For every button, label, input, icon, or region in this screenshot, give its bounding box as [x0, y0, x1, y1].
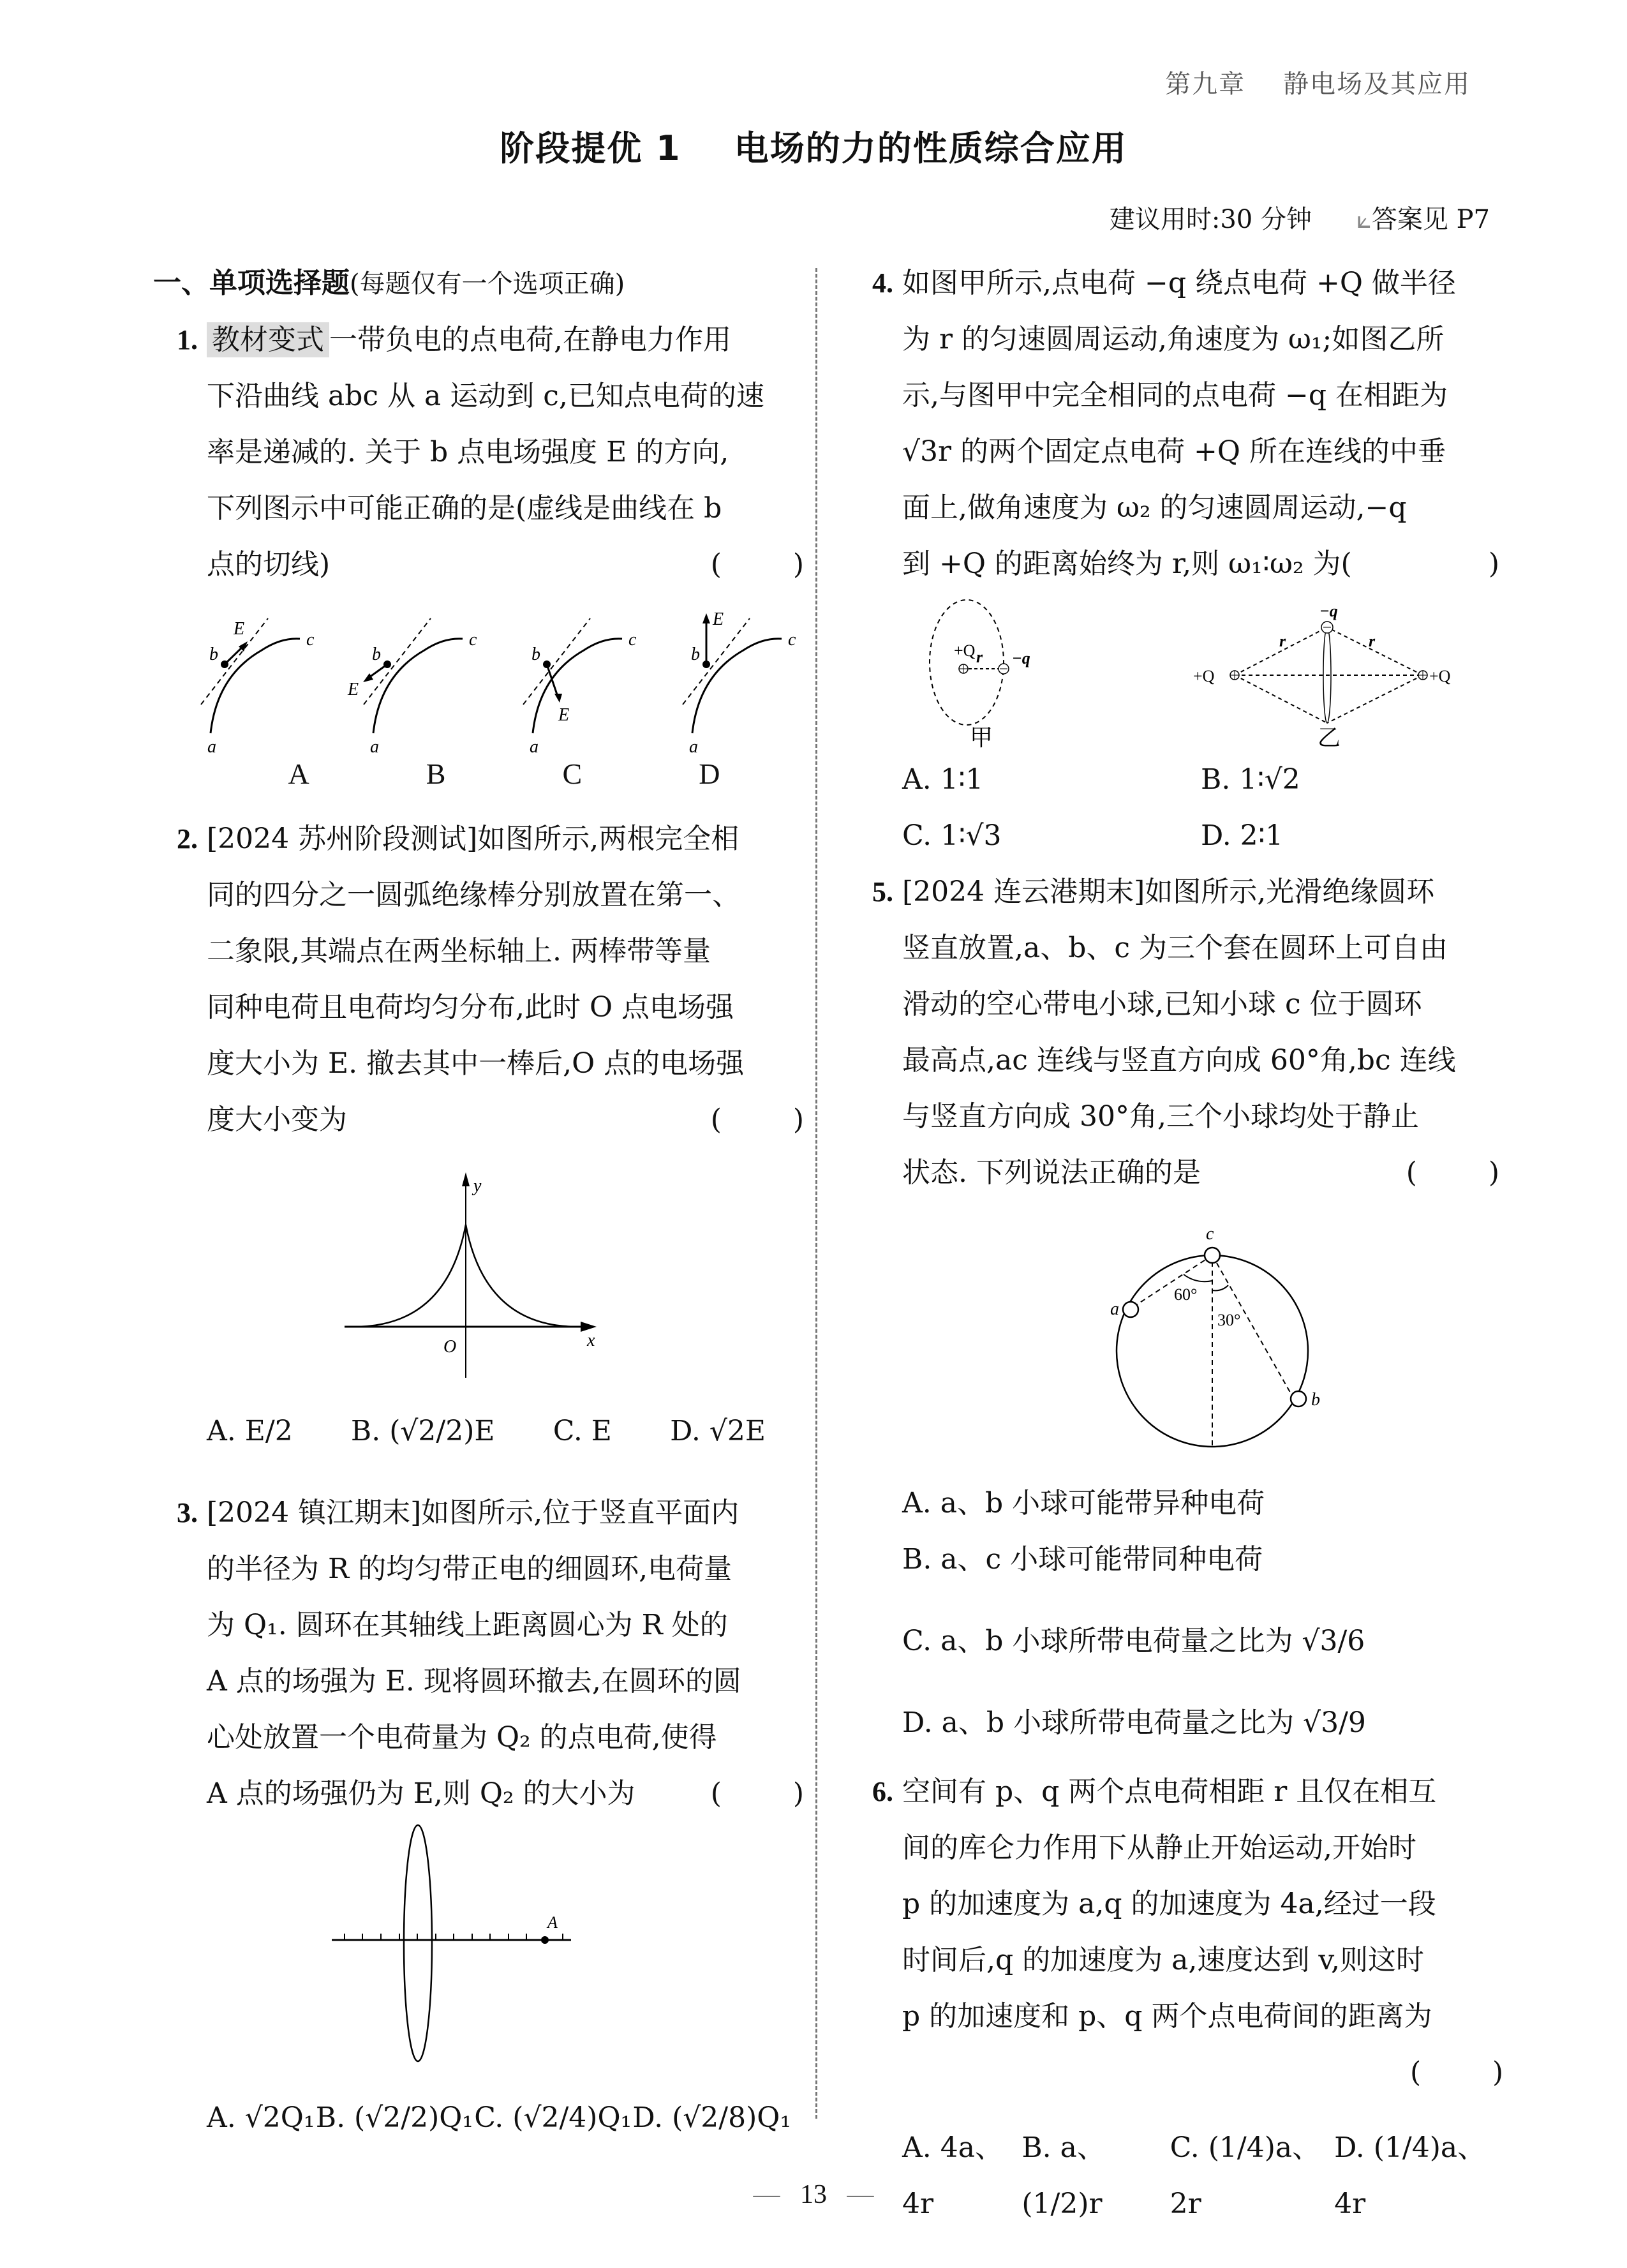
point-label: A [547, 1913, 558, 1932]
q2-option-b[interactable]: B. (√2/2)E [350, 1415, 495, 1447]
svg-text:b: b [209, 645, 218, 664]
svg-text:a: a [1110, 1299, 1119, 1319]
q5-figure [1078, 1207, 1346, 1463]
svg-text:+Q: +Q [954, 641, 976, 660]
svg-text:E: E [713, 609, 724, 629]
svg-text:c: c [788, 630, 796, 650]
q1-diagram-b [347, 618, 477, 757]
answer-blank[interactable]: ( ) [1410, 2056, 1504, 2089]
svg-text:−q: −q [1319, 602, 1338, 620]
svg-text:60°: 60° [1174, 1285, 1198, 1304]
q1-figure [172, 599, 810, 757]
variant-tag: 教材变式 [207, 322, 329, 357]
q2-option-d[interactable]: D. √2E [670, 1415, 766, 1447]
q3-option-b[interactable]: B. (√2/2)Q₁ [315, 2101, 473, 2134]
svg-text:乙: 乙 [1318, 725, 1341, 750]
svg-text:c: c [1206, 1224, 1214, 1244]
q4-options [849, 752, 1499, 864]
question-6: 6. 空间有 p、q 两个点电荷相距 r 且仅在相互 间的库仑力作用下从静止开始运动,开始时 p 的加速度为 a,q 的加速度为 4a,经过一段 时间后,q 的加速度为 a,速度达到 v,则这时 p 的加速度和 p、q 两个点电荷间的距离为 ( ) [849, 1764, 1499, 2101]
column-divider [815, 268, 817, 2119]
svg-text:E: E [558, 705, 570, 725]
q3-option-a[interactable]: A. √2Q₁ [207, 2101, 315, 2134]
q2-option-a[interactable]: A. E/2 [207, 1415, 293, 1447]
svg-text:b: b [531, 645, 540, 664]
q1-option-labels [153, 746, 804, 802]
q3-option-c[interactable]: C. (√2/4)Q₁ [474, 2101, 632, 2134]
q1-option-d[interactable]: D [699, 757, 720, 790]
q2-option-c[interactable]: C. E [553, 1415, 612, 1447]
source-tag: [2024 镇江期末] [207, 1496, 422, 1529]
svg-text:30°: 30° [1217, 1311, 1241, 1329]
svg-text:b: b [372, 645, 381, 664]
q6-option-a[interactable]: A. 4a、4r [902, 2131, 1003, 2220]
q2-options [153, 1403, 804, 1459]
corner-arrow-icon: ⟀ [1356, 205, 1372, 234]
question-4: 4. 如图甲所示,点电荷 −q 绕点电荷 +Q 做半径 为 r 的匀速圆周运动,角速度为 ω₁;如图乙所 示,与图甲中完全相同的点电荷 −q 在相距为 √3r 的两个固定点电荷 +Q 所在连线的中垂 面上,做角速度为 ω₂ 的匀速圆周运动,−q 到 +Q 的距离始终为 r,则 ω₁∶ω₂ 为( ) [849, 255, 1499, 592]
source-tag: [2024 苏州阶段测试] [207, 823, 478, 855]
q6-option-d[interactable]: D. (1/4)a、4r [1334, 2131, 1486, 2220]
question-2: 2. [2024 苏州阶段测试]如图所示,两根完全相 同的四分之一圆弧绝缘棒分别放置在第一、 二象限,其端点在两坐标轴上. 两棒带等量 同种电荷且电荷均匀分布,此时 O 点电场强 度大小为 E. 撤去其中一棒后,O 点的电场强 度大小变为 ( ) [153, 811, 804, 1148]
svg-text:a: a [207, 737, 216, 757]
answer-blank[interactable]: ( ) [1406, 1156, 1499, 1189]
q5-option-b[interactable]: B. a、c 小球可能带同种电荷 [902, 1543, 1263, 1576]
figure-jia [930, 600, 1030, 750]
q4-option-c[interactable]: C. 1∶√3 [902, 819, 1002, 852]
svg-text:E: E [234, 619, 245, 639]
point-a-marker [541, 1936, 549, 1944]
q5-option-d[interactable]: D. a、b 小球所带电荷量之比为 √3/9 [902, 1706, 1366, 1739]
svg-text:c: c [306, 630, 315, 650]
q1-diagram-c [523, 618, 637, 757]
right-column [849, 255, 1504, 2232]
suggested-time: 建议用时:30 分钟 [1109, 205, 1312, 234]
x-axis-label: x [587, 1331, 595, 1350]
svg-text:c: c [469, 630, 477, 650]
chapter-header: 第九章 静电场及其应用 [1165, 70, 1471, 99]
meta-row [1110, 199, 1490, 235]
source-tag: [2024 连云港期末] [902, 876, 1145, 908]
left-column [153, 255, 804, 2146]
q5-option-c[interactable]: C. a、b 小球所带电荷量之比为 √3/6 [902, 1625, 1365, 1657]
svg-text:+Q: +Q [1429, 667, 1451, 685]
svg-text:b: b [1311, 1390, 1320, 1410]
answer-blank[interactable]: ) [1488, 548, 1499, 580]
q4-option-d[interactable]: D. 2∶1 [1201, 819, 1284, 852]
answer-blank[interactable]: ( ) [710, 548, 804, 581]
svg-text:r: r [976, 648, 983, 666]
q4-option-a[interactable]: A. 1∶1 [902, 763, 984, 796]
q5-option-a[interactable]: A. a、b 小球可能带异种电荷 [902, 1487, 1265, 1519]
svg-text:+Q: +Q [1193, 667, 1215, 685]
answer-blank[interactable]: ( ) [710, 1103, 804, 1136]
q1-diagram-d [683, 609, 796, 757]
q6-options [849, 2120, 1499, 2232]
svg-text:a: a [689, 737, 698, 757]
q5-options [849, 1475, 1499, 1751]
page-number: — 13 — [753, 2180, 874, 2209]
svg-text:a: a [530, 737, 539, 757]
answer-blank[interactable]: ( ) [710, 1777, 804, 1810]
question-1: 1. 教材变式 一带负电的点电荷,在静电力作用 下沿曲线 abc 从 a 运动到 c,已知点电荷的速 率是递减的. 关于 b 点电场强度 E 的方向, 下列图示中可能正确的是(虚线是曲线在 b 点的切线) ( ) [153, 312, 804, 593]
q6-option-b[interactable]: B. a、(1/2)r [1022, 2131, 1105, 2220]
q1-option-c[interactable]: C [562, 757, 583, 790]
q1-option-a[interactable]: A [288, 757, 309, 790]
svg-text:−q: −q [1012, 649, 1030, 668]
svg-text:c: c [628, 630, 637, 650]
q6-option-c[interactable]: C. (1/4)a、2r [1170, 2131, 1321, 2220]
figure-yi [1193, 602, 1451, 750]
y-axis-label: y [473, 1176, 482, 1196]
svg-text:a: a [370, 737, 379, 757]
svg-text:甲: 甲 [970, 725, 993, 750]
q4-figure [887, 599, 1461, 750]
svg-text:E: E [348, 680, 359, 699]
q3-options [153, 2090, 804, 2146]
q4-option-b[interactable]: B. 1∶√2 [1201, 763, 1300, 796]
page-title: 阶段提优 1 电场的力的性质综合应用 [500, 128, 1127, 168]
answer-reference[interactable]: ⟀答案见 P7 [1356, 205, 1490, 234]
q3-figure [332, 1822, 651, 2071]
q1-diagram-a [201, 618, 315, 757]
question-3: 3. [2024 镇江期末]如图所示,位于竖直平面内 的半径为 R 的均匀带正电的细圆环,电荷量 为 Q₁. 圆环在其轴线上距离圆心为 R 处的 A 点的场强为 E. 现将圆环撤去,在圆环的圆 心处放置一个电荷量为 Q₂ 的点电荷,使得 A 点的场强仍为 E,则 Q₂ 的大小为 ( ) [153, 1485, 804, 1822]
svg-text:b: b [691, 645, 700, 664]
origin-label: O [443, 1337, 457, 1357]
question-5: 5. [2024 连云港期末]如图所示,光滑绝缘圆环 竖直放置,a、b、c 为三个套在圆环上可自由 滑动的空心带电小球,已知小球 c 位于圆环 最高点,ac 连线与竖直方向成 60°角,bc 连线 与竖直方向成 30°角,三个小球均处于静止 状态. 下列说法正确的是 ( ) [849, 864, 1499, 1201]
q2-figure [306, 1167, 689, 1378]
q1-option-b[interactable]: B [426, 757, 446, 790]
svg-text:r: r [1369, 632, 1376, 650]
q3-option-d[interactable]: D. (√2/8)Q₁ [632, 2101, 791, 2134]
section-heading: 一、单项选择题(每题仅有一个选项正确) [153, 267, 625, 299]
svg-text:r: r [1279, 632, 1286, 650]
